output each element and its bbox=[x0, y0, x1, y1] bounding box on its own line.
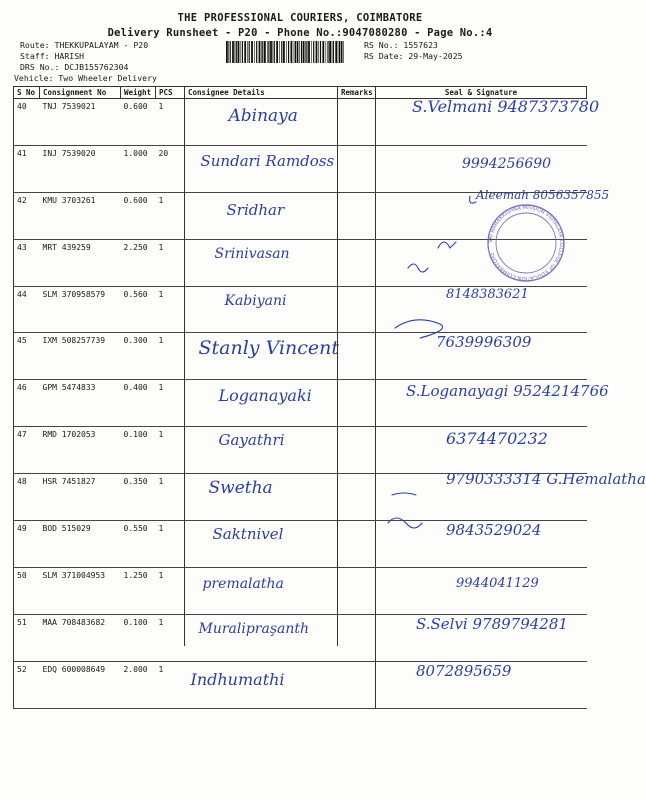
row-pcs: 1 bbox=[156, 567, 185, 614]
row-signature-cell bbox=[376, 521, 587, 568]
row-signature-cell bbox=[376, 239, 587, 286]
row-consignee-cell bbox=[185, 567, 338, 614]
row-pcs: 1 bbox=[156, 333, 185, 380]
row-weight: 0.100 bbox=[121, 614, 156, 661]
row-sno: 42 bbox=[14, 192, 40, 239]
row-sno: 40 bbox=[14, 99, 40, 146]
row-consignment-no: TNJ 7539021 bbox=[40, 99, 121, 146]
row-consignment-no: EDQ 600008649 bbox=[40, 661, 121, 708]
row-consignment-no: SLM 371004953 bbox=[40, 567, 121, 614]
row-pcs: 1 bbox=[156, 521, 185, 568]
consignee-name-handwritten: Indhumathi bbox=[190, 669, 285, 689]
row-weight: 0.550 bbox=[121, 521, 156, 568]
row-pcs: 1 bbox=[156, 239, 185, 286]
col-remarks: Remarks bbox=[338, 87, 376, 99]
row-consignee-cell bbox=[185, 145, 338, 192]
row-signature-cell bbox=[376, 661, 587, 708]
row-sno: 43 bbox=[14, 239, 40, 286]
row-pcs: 1 bbox=[156, 286, 185, 333]
row-consignee-cell bbox=[185, 99, 338, 146]
row-remarks bbox=[338, 567, 376, 614]
row-consignment-no: INJ 7539020 bbox=[40, 145, 121, 192]
row-consignee-cell bbox=[185, 521, 338, 568]
company-title: THE PROFESSIONAL COURIERS, COIMBATORE bbox=[177, 12, 423, 24]
row-consignment-no: SLM 370958579 bbox=[40, 286, 121, 333]
table-row bbox=[14, 286, 587, 333]
row-consignee-cell bbox=[185, 192, 338, 239]
row-sno: 49 bbox=[14, 521, 40, 568]
row-consignment-no: GPM 5474833 bbox=[40, 380, 121, 427]
signature-handwritten: 9994256690 bbox=[462, 155, 552, 172]
row-consignee-cell bbox=[185, 427, 338, 474]
runsheet-table bbox=[13, 86, 646, 709]
col-pcs: PCS bbox=[156, 87, 185, 99]
row-remarks bbox=[338, 474, 376, 521]
row-remarks bbox=[338, 614, 376, 661]
table-row bbox=[14, 99, 587, 146]
row-consignee-cell bbox=[185, 661, 338, 708]
row-remarks bbox=[338, 427, 376, 474]
row-remarks bbox=[338, 521, 376, 568]
row-signature-cell bbox=[376, 286, 587, 333]
signature-handwritten: 7639996309 bbox=[436, 333, 532, 352]
row-pcs: 1 bbox=[156, 614, 185, 661]
row-sno: 51 bbox=[14, 614, 40, 661]
row-pcs: 1 bbox=[156, 661, 185, 708]
row-remarks bbox=[338, 99, 376, 146]
vehicle-line: Vehicle: Two Wheeler Delivery bbox=[14, 73, 157, 83]
table-row bbox=[14, 239, 587, 286]
row-consignee-cell bbox=[185, 239, 338, 286]
consignee-name-handwritten: Loganayaki bbox=[218, 386, 312, 406]
table-row bbox=[14, 614, 587, 661]
row-remarks bbox=[338, 661, 376, 708]
col-consignment: Consignment No bbox=[40, 87, 121, 99]
table-row bbox=[14, 521, 587, 568]
col-consignee: Consignee Details bbox=[185, 87, 338, 99]
table-row bbox=[14, 380, 587, 427]
signature-handwritten: 8072895659 bbox=[416, 661, 512, 680]
row-weight: 0.600 bbox=[121, 192, 156, 239]
table-row bbox=[14, 192, 587, 239]
consignee-name-handwritten: Muralipraşanth bbox=[198, 620, 310, 637]
row-weight: 0.100 bbox=[121, 427, 156, 474]
row-consignment-no: IXM 508257739 bbox=[40, 333, 121, 380]
consignee-name-handwritten: Gayathri bbox=[218, 431, 285, 450]
table-row bbox=[14, 474, 587, 521]
svg-text:SRI RAMAKRISHNA MISSION VIDYAL: SRI RAMAKRISHNA MISSION VIDYALAYA COLLEGE OF EDUCATION COIMBATORE bbox=[487, 204, 565, 282]
divider-line bbox=[337, 97, 338, 646]
row-signature-cell bbox=[376, 333, 587, 380]
row-signature-cell bbox=[376, 567, 587, 614]
row-sno: 50 bbox=[14, 567, 40, 614]
row-signature-cell bbox=[376, 187, 610, 239]
row-weight: 0.350 bbox=[121, 474, 156, 521]
row-sno: 45 bbox=[14, 333, 40, 380]
row-sno: 48 bbox=[14, 474, 40, 521]
signature-handwritten: 8148383621 bbox=[446, 286, 529, 302]
divider-line bbox=[184, 97, 185, 646]
consignee-name-handwritten: Stanly Vincent bbox=[198, 337, 340, 360]
row-sno: 46 bbox=[14, 380, 40, 427]
row-signature-cell bbox=[376, 145, 587, 192]
consignee-name-handwritten: Abinaya bbox=[228, 106, 298, 126]
row-weight: 2.000 bbox=[121, 661, 156, 708]
row-consignment-no: RMD 1702053 bbox=[40, 427, 121, 474]
row-signature-cell bbox=[376, 97, 600, 146]
signature-handwritten: 9843529024 bbox=[446, 521, 542, 540]
consignee-name-handwritten: premalatha bbox=[202, 575, 284, 592]
col-sno: S No bbox=[14, 87, 40, 99]
signature-handwritten: 6374470232 bbox=[446, 429, 548, 449]
col-weight: Weight bbox=[121, 87, 156, 99]
row-weight: 0.560 bbox=[121, 286, 156, 333]
row-pcs: 1 bbox=[156, 474, 185, 521]
row-remarks bbox=[338, 333, 376, 380]
row-weight: 2.250 bbox=[121, 239, 156, 286]
signature-handwritten: S.Selvi 9789794281 bbox=[416, 614, 568, 633]
row-pcs: 1 bbox=[156, 192, 185, 239]
signature-handwritten: S.Velmani 9487373780 bbox=[412, 97, 600, 116]
row-consignee-cell bbox=[185, 286, 338, 333]
consignee-name-handwritten: Sridhar bbox=[226, 200, 285, 219]
route-line: Route: THEKKUPALAYAM - P20 bbox=[20, 40, 149, 50]
row-consignee-cell bbox=[185, 474, 338, 521]
runsheet-subtitle: Delivery Runsheet - P20 - Phone No.:9047080280 - Page No.:4 bbox=[107, 27, 493, 39]
row-sno: 44 bbox=[14, 286, 40, 333]
table-row bbox=[14, 661, 587, 708]
row-consignment-no: MRT 439259 bbox=[40, 239, 121, 286]
consignee-name-handwritten: Swetha bbox=[208, 478, 273, 499]
row-remarks bbox=[338, 380, 376, 427]
row-pcs: 20 bbox=[156, 145, 185, 192]
row-weight: 0.400 bbox=[121, 380, 156, 427]
row-consignment-no: BOD 515029 bbox=[40, 521, 121, 568]
table-row bbox=[14, 567, 587, 614]
row-weight: 1.000 bbox=[121, 145, 156, 192]
consignee-name-handwritten: Sundari Ramdoss bbox=[200, 151, 335, 170]
signature-handwritten: 9944041129 bbox=[456, 575, 539, 591]
signature-handwritten: 9790333314 G.Hemalatha bbox=[446, 470, 646, 489]
meta-left bbox=[20, 40, 148, 73]
table-row bbox=[14, 145, 587, 192]
row-signature-cell bbox=[376, 380, 609, 427]
row-sno: 47 bbox=[14, 427, 40, 474]
consignee-name-handwritten: Srinivasan bbox=[214, 245, 290, 262]
row-consignee-cell bbox=[185, 614, 338, 661]
barcode bbox=[226, 41, 346, 63]
row-consignee-cell bbox=[185, 333, 338, 380]
row-pcs: 1 bbox=[156, 99, 185, 146]
table-row bbox=[14, 333, 587, 380]
row-consignment-no: HSR 7451827 bbox=[40, 474, 121, 521]
drs-line: DRS No.: DCJB155762304 bbox=[20, 62, 129, 72]
rs-date: RS Date: 29-May-2025 bbox=[364, 51, 463, 61]
row-weight: 1.250 bbox=[121, 567, 156, 614]
row-signature-cell bbox=[376, 614, 587, 661]
row-signature-cell bbox=[376, 470, 646, 521]
meta-right bbox=[364, 40, 463, 62]
row-weight: 0.600 bbox=[121, 99, 156, 146]
table-row bbox=[14, 427, 587, 474]
row-consignment-no: KMU 3703261 bbox=[40, 192, 121, 239]
staff-line: Staff: HARISH bbox=[20, 51, 85, 61]
rs-number: RS No.: 1557623 bbox=[364, 40, 438, 50]
row-remarks bbox=[338, 145, 376, 192]
signature-handwritten: S.Loganayagi 9524214766 bbox=[406, 382, 609, 401]
row-remarks bbox=[338, 192, 376, 239]
signature-handwritten: Aleemah 8056357855 bbox=[476, 187, 610, 202]
row-consignment-no: MAA 708483682 bbox=[40, 614, 121, 661]
row-pcs: 1 bbox=[156, 427, 185, 474]
row-remarks bbox=[338, 286, 376, 333]
row-consignee-cell bbox=[185, 380, 338, 427]
row-signature-cell bbox=[376, 427, 587, 474]
col-seal: Seal & Signature bbox=[376, 87, 587, 99]
row-remarks bbox=[338, 239, 376, 286]
row-pcs: 1 bbox=[156, 380, 185, 427]
row-sno: 41 bbox=[14, 145, 40, 192]
row-sno: 52 bbox=[14, 661, 40, 708]
consignee-name-handwritten: Kabiyani bbox=[224, 292, 287, 309]
row-weight: 0.300 bbox=[121, 333, 156, 380]
consignee-name-handwritten: Saktnivel bbox=[212, 525, 284, 544]
